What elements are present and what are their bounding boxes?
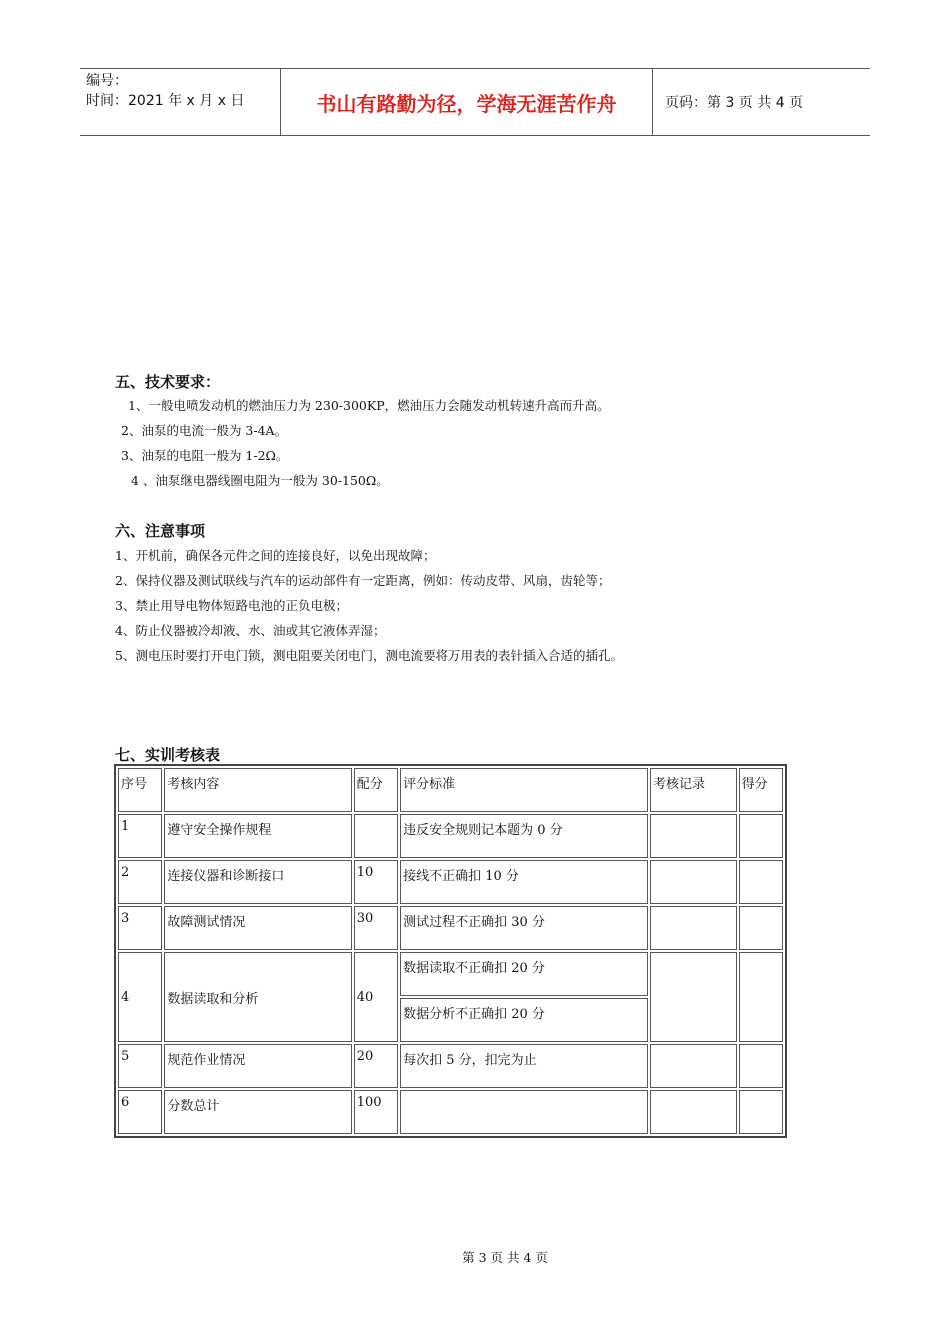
section5-item: 3、油泵的电阻一般为 1-2Ω。 [121,448,289,463]
header-page-label: 页码：第 3 页 共 4 页 [665,95,804,111]
table-row [118,952,783,996]
row-criteria: 测试过程不正确扣 30 分 [400,906,648,950]
section6-item: 5、测电压时要打开电门锁，测电阻要关闭电门，测电流要将万用表的表针插入合适的插孔。 [115,648,623,663]
section5-item: 2、油泵的电流一般为 3-4A。 [121,423,288,438]
table-row [118,1090,783,1134]
row-content: 数据读取和分析 [164,952,351,1042]
number-label: 编号： [86,73,128,89]
header-motto: 书山有路勤为径，学海无涯苦作舟 [281,69,653,135]
row-criteria [400,1090,648,1134]
header-cell: 考核记录 [650,768,737,812]
row-criteria: 每次扣 5 分，扣完为止 [400,1044,648,1088]
row-record [650,906,737,950]
row-score [354,814,398,858]
header-cell: 配分 [354,768,398,812]
section7-title: 七、实训考核表 [115,746,221,764]
table-row [118,906,783,950]
section5-title: 五、技术要求： [115,373,221,391]
row-score: 20 [354,1044,398,1088]
time-label: 时间：2021 年 x 月 x 日 [86,93,245,109]
row-record [650,1090,737,1134]
row-content: 连接仪器和诊断接口 [164,860,351,904]
assessment-table [114,764,787,1138]
section5-item: 4 、油泵继电器线圈电阻为一般为 30-150Ω。 [131,473,389,488]
table-header-row [118,768,783,812]
row-points [739,1044,783,1088]
table-row [118,860,783,904]
section6-item: 4、防止仪器被冷却液、水、油或其它液体弄湿； [115,623,386,638]
row-points [739,952,783,1042]
row-no: 6 [118,1090,162,1134]
row-record [650,952,737,1042]
row-no: 5 [118,1044,162,1088]
page-header [80,68,870,136]
row-criteria: 数据读取不正确扣 20 分 [400,952,648,996]
row-criteria: 违反安全规则记本题为 0 分 [400,814,648,858]
header-cell: 序号 [118,768,162,812]
row-criteria: 接线不正确扣 10 分 [400,860,648,904]
table-row [118,1044,783,1088]
row-no: 2 [118,860,162,904]
section5-item: 1、一般电喷发动机的燃油压力为 230-300KP，燃油压力会随发动机转速升高而升高。 [128,398,610,413]
table-row [118,814,783,858]
row-score: 10 [354,860,398,904]
row-points [739,860,783,904]
header-cell: 得分 [739,768,783,812]
page-footer: 第 3 页 共 4 页 [462,1250,548,1265]
row-record [650,1044,737,1088]
row-content: 故障测试情况 [164,906,351,950]
row-score: 30 [354,906,398,950]
row-points [739,906,783,950]
row-points [739,1090,783,1134]
row-score: 40 [354,952,398,1042]
row-no: 1 [118,814,162,858]
row-score: 100 [354,1090,398,1134]
row-content: 遵守安全操作规程 [164,814,351,858]
section6-item: 2、保持仪器及测试联线与汽车的运动部件有一定距离，例如：传动皮带、风扇，齿轮等； [115,573,611,588]
section6-item: 3、禁止用导电物体短路电池的正负电极； [115,598,348,613]
header-info [80,69,281,135]
section6-item: 1、开机前，确保各元件之间的连接良好，以免出现故障； [115,548,436,563]
row-content: 规范作业情况 [164,1044,351,1088]
row-no: 3 [118,906,162,950]
section6-title: 六、注意事项 [115,522,206,540]
header-cell: 考核内容 [164,768,351,812]
row-content: 分数总计 [164,1090,351,1134]
row-record [650,814,737,858]
row-no: 4 [118,952,162,1042]
header-cell: 评分标准 [400,768,648,812]
row-record [650,860,737,904]
row-criteria: 数据分析不正确扣 20 分 [400,998,648,1042]
row-points [739,814,783,858]
